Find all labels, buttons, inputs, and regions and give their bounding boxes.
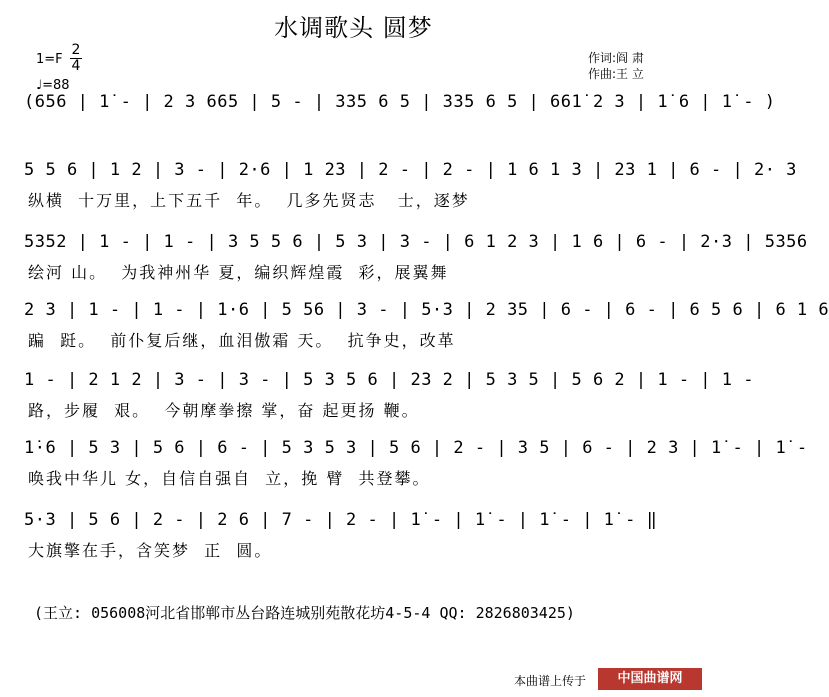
tempo-marking: ♩=88 <box>36 78 70 93</box>
upload-note: 本曲谱上传于 <box>514 674 587 688</box>
composer-credit: 作曲:王 立 <box>588 67 644 81</box>
notation-line-3: 5352 | 1 - | 1 - | 3 5 5 6 | 5 3 | 3 - | 6 1 2 3 | 1 6 | 6 - | 2·3 | 5356 <box>24 232 808 252</box>
time-signature <box>70 43 82 74</box>
contact-info: (王立: 056008河北省邯郸市丛台路连城别苑散花坊4-5-4 QQ: 2826803425) <box>34 604 575 622</box>
notation-line-5: 1 - | 2 1 2 | 3 - | 3 - | 5 3 5 6 | 23 2 | 5 3 5 | 5 6 2 | 1 - | 1 - <box>24 370 754 390</box>
lyricist-credit: 作词:阎 肃 <box>588 51 644 65</box>
notation-line-2: 5 5 6 | 1 2 | 3 - | 2·6 | 1 23 | 2 - | 2 - | 1 6 1 3 | 23 1 | 6 - | 2· 3 <box>24 160 797 180</box>
notation-line-7: 5·3 | 5 6 | 2 - | 2 6 | 7 - | 2 - | 1̇ - | 1̇ - | 1̇ - | 1̇ - ‖ <box>24 510 658 530</box>
lyrics-line-5: 路，步履 艰。 今朝摩拳擦 掌，奋 起更扬 鞭。 <box>28 401 420 420</box>
site-logo[interactable]: 中国曲谱网 <box>598 668 702 690</box>
lyrics-line-4: 蹁 跹。 前仆复后继，血泪傲霜 天。 抗争史，改革 <box>28 331 456 350</box>
lyrics-line-2: 纵横 十万里，上下五千 年。 几多先贤志 士，逐梦 <box>28 191 470 210</box>
lyrics-line-6: 唤我中华儿 女，自信自强自 立，挽 臂 共登攀。 <box>28 469 431 488</box>
notation-line-1: (656 | 1̇ - | 2 3 665 | 5 - | 335 6 5 | 335 6 5 | 661̇ 2 3 | 1̇ 6 | 1̇ - ) <box>24 92 776 112</box>
lyrics-line-7: 大旗擎在手，含笑梦 正 圆。 <box>28 541 273 560</box>
lyrics-line-3: 绘河 山。 为我神州华 夏，编织辉煌霞 彩，展翼舞 <box>28 263 449 282</box>
notation-line-4: 2 3 | 1 - | 1 - | 1·6 | 5 56 | 3 - | 5·3 | 2 35 | 6 - | 6 - | 6 5 6 | 6 1 6 <box>24 300 829 320</box>
key-signature: 1=F <box>36 52 63 67</box>
time-signature-bottom: 4 <box>71 58 81 74</box>
time-signature-top: 2 <box>71 42 81 58</box>
notation-line-6: 1̇·6 | 5 3 | 5 6 | 6 - | 5 3 5 3 | 5 6 | 2 - | 3 5 | 6 - | 2 3 | 1̇ - | 1̇ - <box>24 438 808 458</box>
song-title: 水调歌头 圆梦 <box>274 14 433 42</box>
credits <box>588 50 644 82</box>
